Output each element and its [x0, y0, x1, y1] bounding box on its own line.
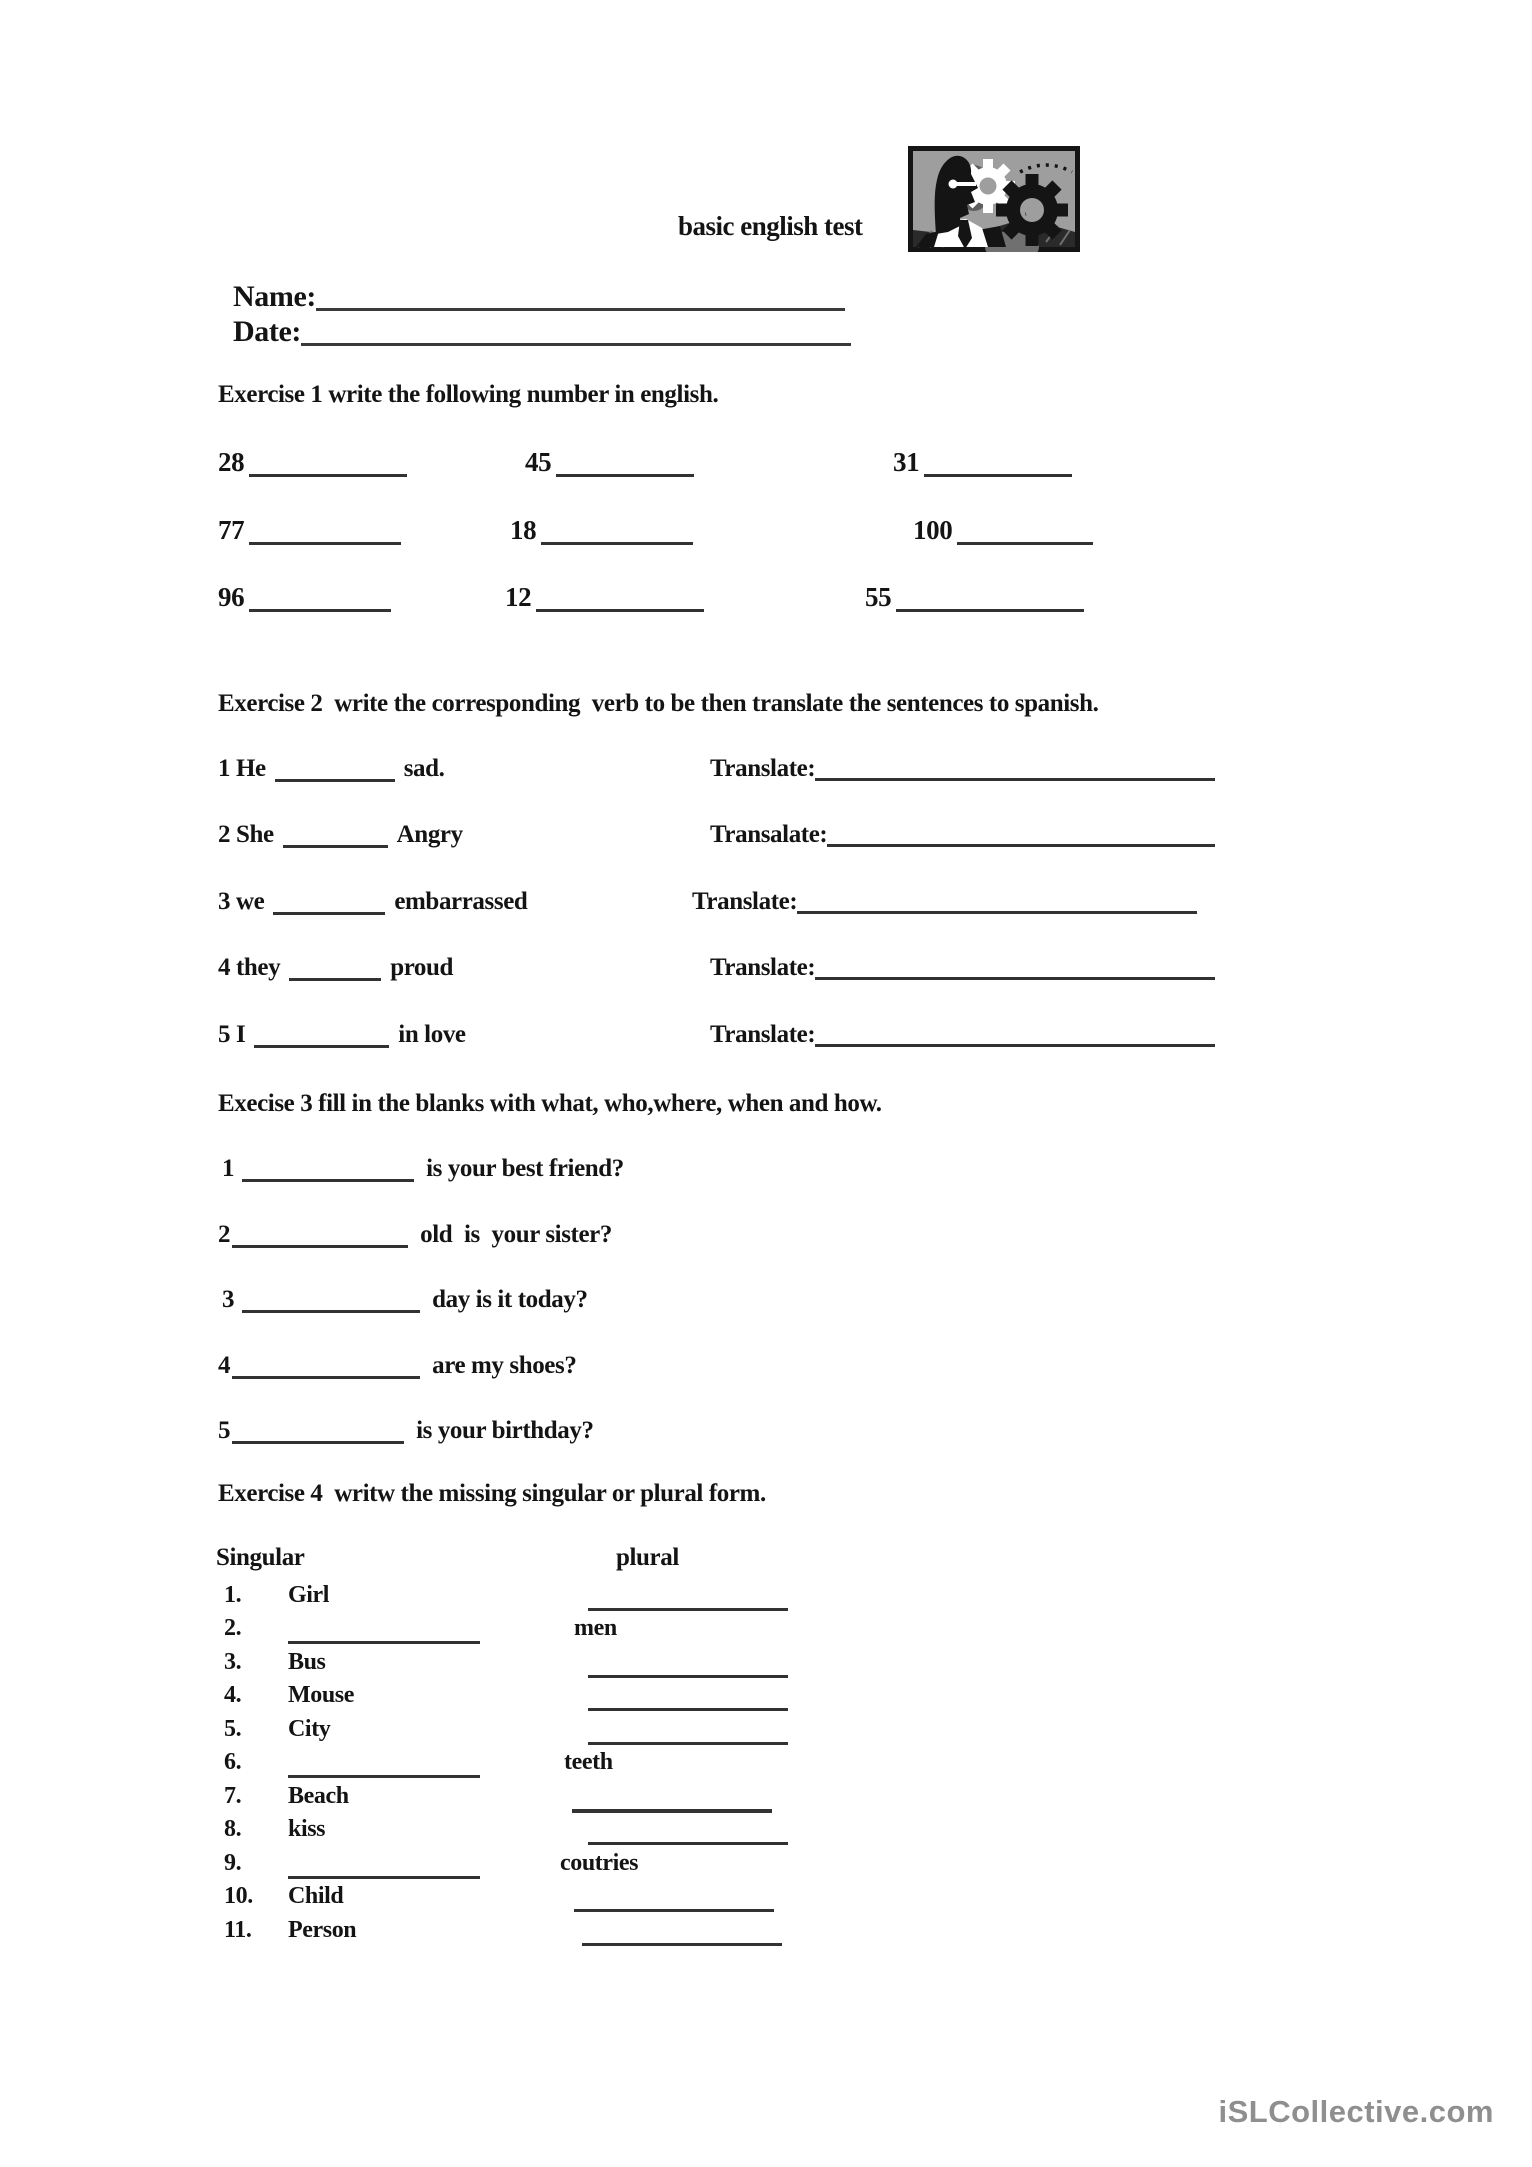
plural-column-header: plural: [616, 1544, 679, 1571]
date-row: [233, 315, 851, 349]
ex1-blank-45: [556, 451, 694, 477]
ex1-blank-55: [896, 586, 1084, 612]
ex3-row-1: 1 is your best friend?: [222, 1155, 624, 1182]
ex3-row-3: 3 day is it today?: [222, 1286, 588, 1313]
ex1-item-100: 100: [913, 515, 1093, 546]
ex1-blank-31: [924, 451, 1072, 477]
ex2-row-5: 5 I in love Translate:: [218, 1021, 1218, 1061]
ex1-item-31: 31: [893, 447, 1072, 478]
ex2-row-1-translate: Translate:: [710, 755, 1215, 783]
ex2-row-4: 4 they proud Translate:: [218, 954, 1218, 994]
ex1-item-28: 28: [218, 447, 407, 478]
ex3-row-2-blank: [232, 1224, 408, 1248]
ex2-row-2: 2 She Angry Transalate:: [218, 821, 1218, 861]
page-title: basic english test: [678, 211, 863, 241]
ex4-row-10-plural-blank: [574, 1887, 774, 1912]
exercise3-heading: Execise 3 fill in the blanks with what, who,where, when and how.: [218, 1090, 882, 1117]
ex4-row-3: 3. Bus: [0, 1649, 1532, 1682]
ex3-row-5-blank: [232, 1420, 404, 1444]
ex2-row-4-translate-blank: [815, 977, 1215, 980]
ex2-row-3-verb-blank: [273, 891, 385, 915]
ex1-item-77: 77: [218, 515, 401, 546]
islcollective-watermark: iSLCollective.com: [1218, 2094, 1494, 2129]
ex3-row-4-blank: [232, 1355, 420, 1379]
ex2-row-2-translate-blank: [827, 844, 1215, 847]
ex1-blank-77: [249, 519, 401, 545]
head-and-gears-illustration: [908, 146, 1080, 252]
ex2-row-3-translate: Translate:: [692, 888, 1197, 916]
ex1-blank-12: [536, 586, 704, 612]
ex4-row-7-plural-blank: [572, 1787, 772, 1813]
ex4-row-6-singular-blank: [288, 1753, 480, 1778]
ex1-blank-18: [541, 519, 693, 545]
ex4-row-6: 6. teeth: [0, 1749, 1532, 1782]
ex2-row-1: 1 He sad. Translate:: [218, 755, 1218, 795]
ex3-row-1-blank: [242, 1158, 414, 1182]
ex4-row-1: 1. Girl: [0, 1582, 1532, 1615]
ex4-row-8-plural-blank: [588, 1820, 788, 1845]
ex4-row-1-plural-blank: [588, 1586, 788, 1611]
ex2-row-3: 3 we embarrassed Translate:: [218, 888, 1218, 928]
ex4-row-5: 5. City: [0, 1716, 1532, 1749]
head-and-gears-clipart: [908, 146, 1080, 252]
ex1-item-96: 96: [218, 582, 391, 613]
ex4-row-9-singular-blank: [288, 1854, 480, 1879]
ex2-row-5-translate: Translate:: [710, 1021, 1215, 1049]
ex1-blank-96: [249, 586, 391, 612]
ex1-item-45: 45: [525, 447, 694, 478]
ex4-row-5-plural-blank: [588, 1720, 788, 1745]
date-blank-line: [301, 343, 851, 346]
ex2-row-2-verb-blank: [283, 824, 388, 848]
ex4-row-9: 9. coutries: [0, 1850, 1532, 1883]
ex3-row-4: 4 are my shoes?: [218, 1352, 577, 1379]
date-label: Date:: [233, 315, 301, 348]
ex4-row-4: 4. Mouse: [0, 1682, 1532, 1715]
ex2-row-3-translate-blank: [797, 911, 1197, 914]
ex2-row-5-verb-blank: [254, 1024, 389, 1048]
ex2-row-5-translate-blank: [815, 1044, 1215, 1047]
ex4-row-10: 10. Child: [0, 1883, 1532, 1916]
ex4-row-8: 8. kiss: [0, 1816, 1532, 1849]
exercise1-heading: Exercise 1 write the following number in english.: [218, 381, 719, 408]
ex1-item-12: 12: [505, 582, 704, 613]
ex3-row-2: 2 old is your sister?: [218, 1221, 612, 1248]
ex4-row-11: 11. Person: [0, 1917, 1532, 1950]
ex4-row-11-plural-blank: [582, 1921, 782, 1946]
ex1-item-55: 55: [865, 582, 1084, 613]
ex1-blank-100: [957, 519, 1093, 545]
ex2-row-4-translate: Translate:: [710, 954, 1215, 982]
ex4-row-7: 7. Beach: [0, 1783, 1532, 1816]
ex2-row-1-verb-blank: [275, 758, 395, 782]
ex3-row-5: 5 is your birthday?: [218, 1417, 594, 1444]
ex1-blank-28: [249, 451, 407, 477]
ex2-row-2-translate: Transalate:: [710, 821, 1215, 849]
ex4-row-2-singular-blank: [288, 1619, 480, 1644]
singular-column-header: Singular: [216, 1544, 305, 1571]
ex1-item-18: 18: [510, 515, 693, 546]
ex3-row-3-blank: [242, 1289, 420, 1313]
ex4-row-2: 2. men: [0, 1615, 1532, 1648]
name-row: [233, 280, 845, 314]
ex2-row-4-verb-blank: [289, 957, 381, 981]
name-label: Name:: [233, 280, 316, 313]
exercise2-heading: Exercise 2 write the corresponding verb to be then translate the sentences to spanish.: [218, 690, 1099, 717]
ex2-row-1-translate-blank: [815, 778, 1215, 781]
ex4-row-4-plural-blank: [588, 1686, 788, 1711]
ex4-row-3-plural-blank: [588, 1653, 788, 1678]
name-blank-line: [316, 308, 845, 311]
exercise4-heading: Exercise 4 writw the missing singular or plural form.: [218, 1480, 766, 1507]
